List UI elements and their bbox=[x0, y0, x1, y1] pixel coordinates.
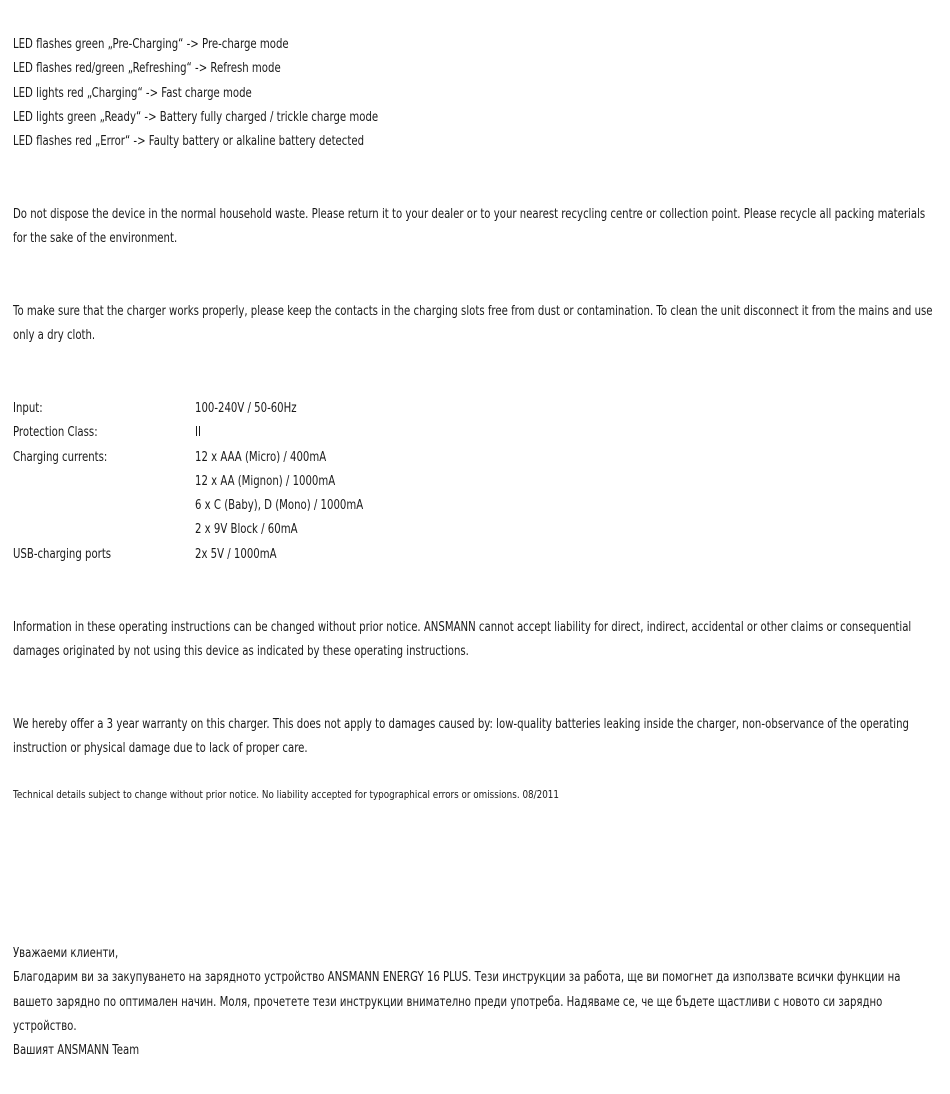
maintenance-section bbox=[13, 300, 950, 348]
spec-value: 100-240V / 50-60Hz bbox=[195, 401, 297, 416]
spec-row bbox=[13, 446, 938, 470]
disposal-section bbox=[13, 203, 950, 251]
spec-row bbox=[13, 421, 938, 445]
led-status-list bbox=[13, 33, 950, 154]
spec-label: Protection Class: bbox=[13, 425, 98, 441]
technical-note: Technical details subject to change without prior notice. No liability accepted for typographical errors or omissions. 08/2011 bbox=[13, 788, 559, 801]
spec-value: 2 x 9V Block / 60mA bbox=[195, 522, 298, 538]
led-status-item: LED flashes red „Error“ -> Faulty battery or alkaline battery detected bbox=[13, 134, 365, 150]
warranty-section bbox=[13, 713, 950, 761]
spec-value: II bbox=[195, 425, 201, 441]
spec-value: 12 x AA (Mignon) / 1000mA bbox=[195, 473, 336, 489]
spec-label: Input: bbox=[13, 401, 43, 416]
bulgarian-signature: Вашият ANSMANN Team bbox=[13, 1042, 140, 1058]
spec-row bbox=[13, 470, 938, 494]
led-status-item: LED flashes red/green „Refreshing“ -> Refresh mode bbox=[13, 61, 281, 77]
spec-row bbox=[13, 397, 938, 421]
spec-row bbox=[13, 543, 938, 567]
spec-value: 6 x C (Baby), D (Mono) / 1000mA bbox=[195, 498, 364, 514]
liability-paragraph: Information in these operating instructions can be changed without prior notice. ANSMANN cannot accept liability for direct, indirect, accidental or other claims or consequential damages originated by not using this device as indicated by these operating instructions. bbox=[13, 620, 912, 660]
led-status-item: LED lights green „Ready“ -> Battery fully charged / trickle charge mode bbox=[13, 109, 379, 125]
spec-label: Charging currents: bbox=[13, 449, 108, 465]
spec-row bbox=[13, 518, 938, 542]
spec-value: 12 x AAA (Micro) / 400mA bbox=[195, 449, 327, 465]
warranty-paragraph: We hereby offer a 3 year warranty on this charger. This does not apply to damages caused by: low-quality batteries leaking inside the charger, non-observance of the operating instruction or physical damage due to lack of proper care. bbox=[13, 717, 909, 757]
led-status-item: LED lights red „Charging“ -> Fast charge mode bbox=[13, 85, 252, 101]
bulgarian-section bbox=[13, 942, 950, 1063]
spec-value: 2x 5V / 1000mA bbox=[195, 546, 277, 562]
bulgarian-body: Благодарим ви за закупуването на зарядното устройство ANSMANN ENERGY 16 PLUS. Тези инструкции за работа, ще ви помогнет да използвате всички функции на вашето зарядно по оптимален начин. Моля, прочетете тези инструкции внимателно преди употреба. Надяваме се, че ще бъдете щастливи с новото си зарядно устройство. bbox=[13, 970, 901, 1034]
disposal-paragraph: Do not dispose the device in the normal household waste. Please return it to your dealer or to your nearest recycling centre or collection point. Please recycle all packing materials for the sake of the environment. bbox=[13, 207, 926, 247]
specifications-table bbox=[13, 397, 938, 567]
bulgarian-greeting: Уважаеми клиенти, bbox=[13, 946, 119, 961]
maintenance-paragraph: To make sure that the charger works properly, please keep the contacts in the charging slots free from dust or contamination. To clean the unit disconnect it from the mains and use only a dry cloth. bbox=[13, 304, 933, 344]
technical-note-section bbox=[13, 786, 696, 804]
spec-row bbox=[13, 494, 938, 518]
led-status-item: LED flashes green „Pre-Charging“ -> Pre-charge mode bbox=[13, 37, 289, 52]
liability-section bbox=[13, 616, 950, 664]
spec-label: USB-charging ports bbox=[13, 546, 112, 562]
